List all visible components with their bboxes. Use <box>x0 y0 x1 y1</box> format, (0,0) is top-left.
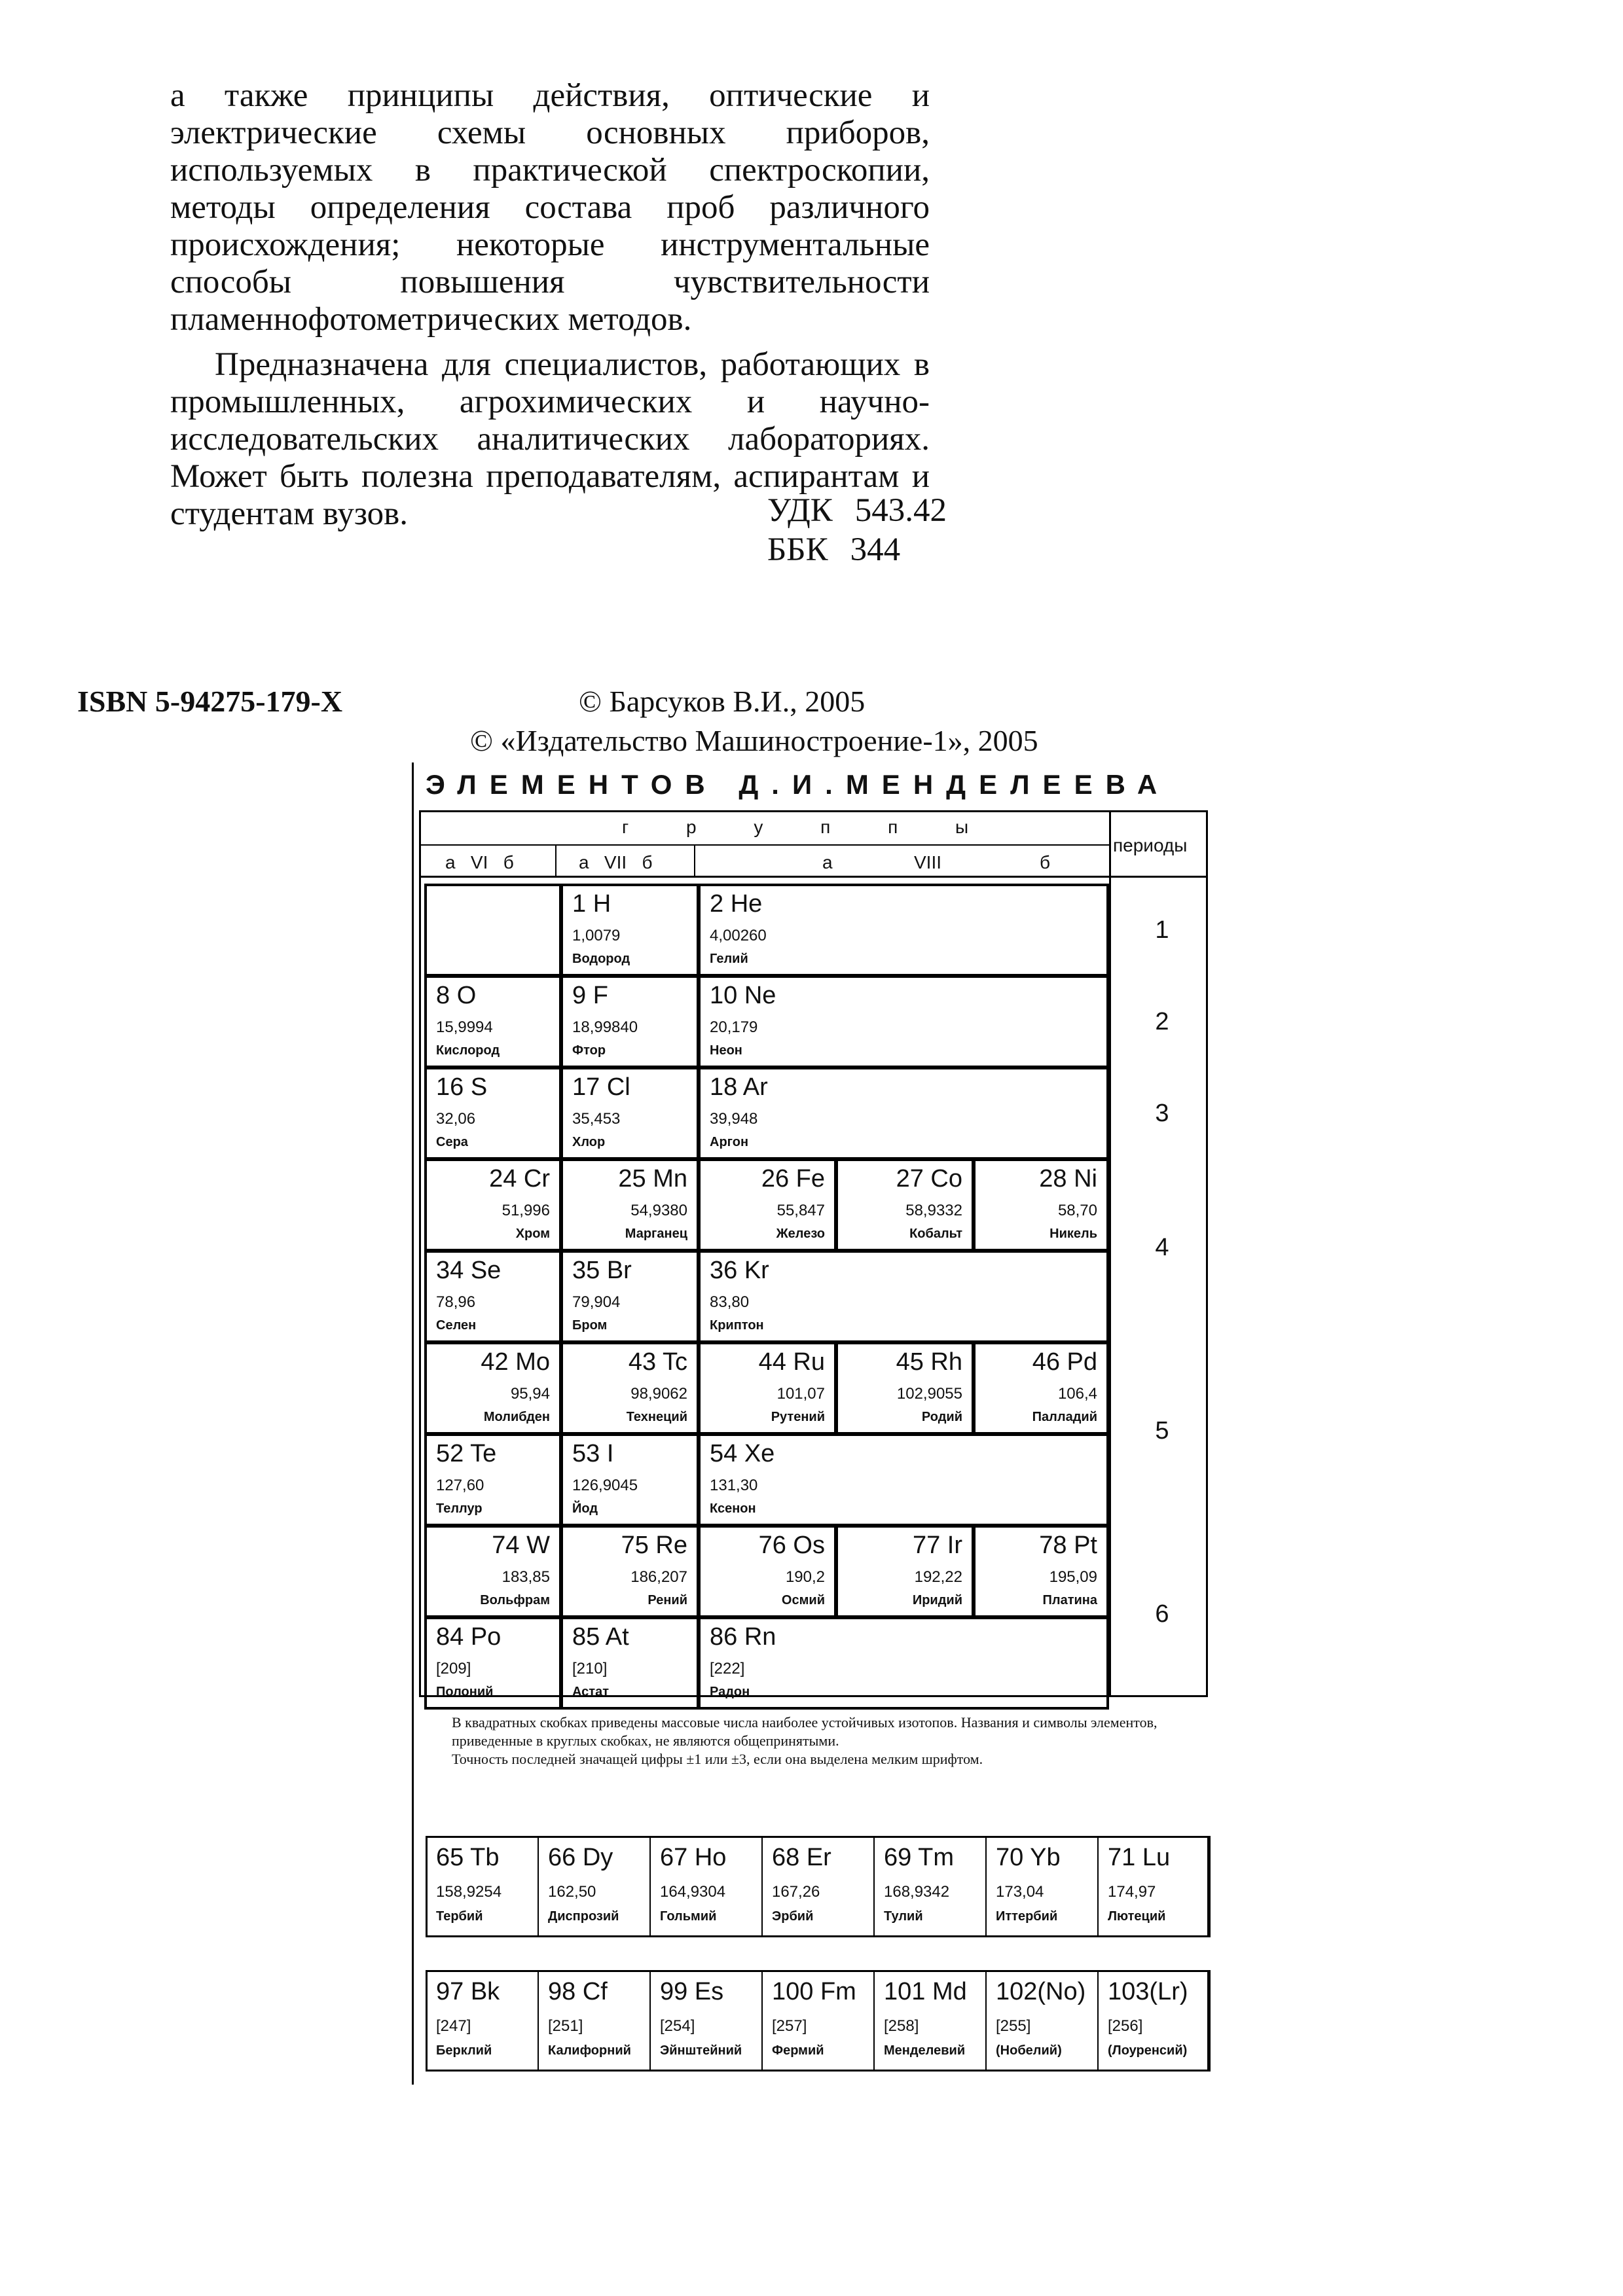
element-symbol: 85 At <box>572 1623 629 1651</box>
table-title: ЭЛЕМЕНТОВ Д.И.МЕНДЕЛЕЕВА <box>426 769 1171 800</box>
element-he <box>698 884 1109 977</box>
groups-label: г р у п п ы <box>622 817 995 837</box>
copyright-author: © Барсуков В.И., 2005 <box>579 685 866 718</box>
element-symbol: 69 Tm <box>884 1844 955 1871</box>
element-symbol: 75 Re <box>621 1532 687 1559</box>
page-fold-line <box>412 762 414 2085</box>
element-cell <box>426 1970 539 2072</box>
element-mass: [254] <box>660 2017 695 2035</box>
element-name: Палладий <box>1032 1410 1097 1424</box>
period-2: 2 <box>1155 1008 1169 1035</box>
element-mass: [255] <box>996 2017 1031 2035</box>
element-mass: 190,2 <box>785 1568 825 1586</box>
table-notes <box>452 1713 1205 1768</box>
element-cell <box>649 1836 763 1937</box>
element-name: Сера <box>436 1135 468 1149</box>
element-name: Гольмий <box>660 1909 717 1924</box>
element-name: Родий <box>921 1410 962 1424</box>
element-symbol: 78 Pt <box>1039 1532 1097 1559</box>
element-name: Водород <box>572 952 630 966</box>
element-mass: 35,453 <box>572 1110 621 1128</box>
element-mass: 83,80 <box>710 1293 750 1311</box>
element-symbol: 27 Co <box>896 1165 962 1193</box>
udk-value: 543.42 <box>854 492 947 529</box>
element-mass: 126,9045 <box>572 1477 638 1494</box>
element-symbol: 24 Cr <box>489 1165 550 1193</box>
isbn: ISBN 5-94275-179-X <box>77 685 343 718</box>
element-mass: 95,94 <box>510 1385 550 1403</box>
period-6: 6 <box>1155 1600 1169 1628</box>
element-cl <box>560 1067 699 1160</box>
element-name: Диспрозий <box>548 1909 619 1924</box>
element-mass: 173,04 <box>996 1883 1044 1901</box>
element-name: Фермий <box>772 2043 824 2058</box>
element-symbol: 43 Tc <box>628 1348 687 1376</box>
element-symbol: 28 Ni <box>1039 1165 1097 1193</box>
element-name: Лютеций <box>1108 1909 1166 1924</box>
element-mass: 32,06 <box>436 1110 476 1128</box>
element-name: Неон <box>710 1043 742 1058</box>
note-brackets: В квадратных скобках приведены массовые числа наиболее устойчивых изотопов. Названия и символы элементов, приведенные в круглых скобках, не являются общепринятыми. <box>452 1714 1158 1749</box>
element-symbol: 2 He <box>710 890 763 918</box>
element-name: Тулий <box>884 1909 923 1924</box>
element-kr <box>698 1250 1109 1343</box>
element-symbol: 1 H <box>572 890 611 918</box>
element-te <box>424 1433 562 1526</box>
element-name: Никель <box>1049 1227 1097 1241</box>
element-symbol: 35 Br <box>572 1257 632 1284</box>
element-symbol: 97 Bk <box>436 1978 500 2005</box>
element-mass: [256] <box>1108 2017 1143 2035</box>
classification-codes <box>767 491 947 569</box>
element-name: Эйнштейний <box>660 2043 742 2058</box>
element-symbol: 8 O <box>436 982 477 1009</box>
intro-paragraph-1: а также принципы действия, оптические и электрические схемы основных приборов, используемых в практической спектроскопии, методы определения состава проб различного происхождения; некоторые инструментальные способы повышения чувствительности пламеннофотометрических методов. <box>170 77 930 338</box>
element-symbol: 10 Ne <box>710 982 776 1009</box>
element-mass: 101,07 <box>776 1385 825 1403</box>
element-symbol: 67 Ho <box>660 1844 727 1871</box>
element-mass: 58,9332 <box>905 1202 962 1219</box>
element-name: Калифорний <box>548 2043 631 2058</box>
element-symbol: 102(No) <box>996 1978 1086 2005</box>
element-symbol: 9 F <box>572 982 608 1009</box>
element-symbol: 53 I <box>572 1440 614 1467</box>
header-sep-2 <box>694 844 695 877</box>
element-cell <box>761 1836 875 1937</box>
element-symbol: 100 Fm <box>772 1978 856 2005</box>
group-vii-label: а VII б <box>579 852 653 872</box>
element-mass: 195,09 <box>1049 1568 1097 1586</box>
element-rn <box>698 1617 1109 1710</box>
element-symbol: 46 Pd <box>1032 1348 1097 1376</box>
intro-paragraph-2: Предназначена для специалистов, работающих в промышленных, агрохимических и научно-исследовательских аналитических лабораториях. Может быть полезна преподавателям, аспирантам и студентам вузов. <box>170 346 930 532</box>
element-ne <box>698 975 1109 1068</box>
element-symbol: 42 Mo <box>481 1348 550 1376</box>
element-mass: 78,96 <box>436 1293 476 1311</box>
element-cell <box>649 1970 763 2072</box>
element-symbol: 44 Ru <box>758 1348 825 1376</box>
element-name: Менделевий <box>884 2043 966 2058</box>
bbk-label: ББК <box>767 531 828 568</box>
element-mass: 15,9994 <box>436 1018 493 1036</box>
element-mass: 102,9055 <box>896 1385 962 1403</box>
element-mass: 183,85 <box>501 1568 550 1586</box>
element-name: Селен <box>436 1318 477 1333</box>
udk-label: УДК <box>767 492 833 529</box>
element-h <box>560 884 699 977</box>
element-name: Кислород <box>436 1043 500 1058</box>
element-mass: 174,97 <box>1108 1883 1156 1901</box>
element-symbol: 65 Tb <box>436 1844 500 1871</box>
element-symbol: 36 Kr <box>710 1257 769 1284</box>
element-name: Криптон <box>710 1318 764 1333</box>
element-symbol: 68 Er <box>772 1844 831 1871</box>
period-3: 3 <box>1155 1100 1169 1127</box>
element-mass: 164,9304 <box>660 1883 726 1901</box>
element-mass: 54,9380 <box>630 1202 687 1219</box>
element-mass: 127,60 <box>436 1477 484 1494</box>
element-mass: 162,50 <box>548 1883 596 1901</box>
element-mass: 79,904 <box>572 1293 621 1311</box>
element-mass: [209] <box>436 1660 471 1677</box>
element-name: Астат <box>572 1685 610 1699</box>
element-name: Радон <box>710 1685 750 1699</box>
element-mass: 58,70 <box>1057 1202 1097 1219</box>
element-cell <box>538 1970 651 2072</box>
element-cr <box>424 1158 562 1251</box>
element-mn <box>560 1158 699 1251</box>
element-name: Эрбий <box>772 1909 814 1924</box>
element-symbol: 16 S <box>436 1073 488 1101</box>
element-cell <box>761 1970 875 2072</box>
header-sep-1 <box>555 844 556 877</box>
element-xe <box>698 1433 1109 1526</box>
element-ni <box>973 1158 1109 1251</box>
element-mass: 51,996 <box>501 1202 550 1219</box>
element-mass: [222] <box>710 1660 745 1677</box>
element-name: Гелий <box>710 952 748 966</box>
element-cell <box>426 1836 539 1937</box>
element-mass: 186,207 <box>630 1568 687 1586</box>
element-name: (Лоуренсий) <box>1108 2043 1188 2058</box>
element-symbol: 77 Ir <box>912 1532 962 1559</box>
element-at <box>560 1617 699 1710</box>
header-bottom-line <box>419 876 1208 878</box>
element-br <box>560 1250 699 1343</box>
element-name: Берклий <box>436 2043 492 2058</box>
element-symbol: 71 Lu <box>1108 1844 1171 1871</box>
element-mass: 39,948 <box>710 1110 758 1128</box>
element-cell <box>985 1836 1099 1937</box>
element-mass: [258] <box>884 2017 919 2035</box>
element-symbol: 26 Fe <box>761 1165 825 1193</box>
element-cell <box>1097 1970 1211 2072</box>
element-symbol: 74 W <box>492 1532 550 1559</box>
element-tc <box>560 1342 699 1435</box>
element-pt <box>973 1525 1109 1618</box>
period-1: 1 <box>1155 916 1169 944</box>
element-ru <box>698 1342 837 1435</box>
element-mass: 4,00260 <box>710 927 767 944</box>
bbk-value: 344 <box>850 531 901 568</box>
element-mass: [251] <box>548 2017 583 2035</box>
element-name: Хлор <box>572 1135 606 1149</box>
element-symbol: 52 Te <box>436 1440 497 1467</box>
element-name: Осмий <box>781 1593 825 1607</box>
element-mass: 18,99840 <box>572 1018 638 1036</box>
element-symbol: 70 Yb <box>996 1844 1061 1871</box>
element-mass: 20,179 <box>710 1018 758 1036</box>
element-pd <box>973 1342 1109 1435</box>
element-rh <box>835 1342 974 1435</box>
element-se <box>424 1250 562 1343</box>
element-cell <box>873 1836 987 1937</box>
note-precision: Точность последней значащей цифры ±1 или ±3, если она выделена мелким шрифтом. <box>452 1751 983 1767</box>
group-viii-a-label: а <box>822 852 833 872</box>
element-name: Иттербий <box>996 1909 1058 1924</box>
group-viii-b-label: б <box>1040 852 1051 872</box>
element-ar <box>698 1067 1109 1160</box>
element-name: Фтор <box>572 1043 606 1058</box>
element-mo <box>424 1342 562 1435</box>
element-co <box>835 1158 974 1251</box>
element-mass: 192,22 <box>914 1568 962 1586</box>
element-name: Железо <box>776 1227 825 1241</box>
element-name: Марганец <box>625 1227 687 1241</box>
element-mass: [247] <box>436 2017 471 2035</box>
element-name: Полоний <box>436 1685 494 1699</box>
element-po <box>424 1617 562 1710</box>
element-name: Аргон <box>710 1135 749 1149</box>
element-name: Вольфрам <box>480 1593 550 1607</box>
element-name: Тербий <box>436 1909 483 1924</box>
element-name: Молибден <box>483 1410 550 1424</box>
element-symbol: 99 Es <box>660 1978 724 2005</box>
element-name: Теллур <box>436 1501 483 1516</box>
element-cell <box>538 1836 651 1937</box>
element-mass: 167,26 <box>772 1883 820 1901</box>
element-symbol: 17 Cl <box>572 1073 630 1101</box>
element-symbol: 98 Cf <box>548 1978 608 2005</box>
element-symbol: 54 Xe <box>710 1440 775 1467</box>
element-symbol: 66 Dy <box>548 1844 613 1871</box>
group-viii-label: VIII <box>914 852 942 872</box>
element-symbol: 101 Md <box>884 1978 967 2005</box>
element-name: Технеций <box>626 1410 687 1424</box>
element-re <box>560 1525 699 1618</box>
element-symbol: 86 Rn <box>710 1623 776 1651</box>
copyright-publisher: © «Издательство Машиностроение-1», 2005 <box>470 724 1038 757</box>
element-name: Иридий <box>912 1593 962 1607</box>
element-symbol: 18 Ar <box>710 1073 768 1101</box>
element-symbol: 84 Po <box>436 1623 501 1651</box>
element-o <box>424 975 562 1068</box>
element-cell <box>985 1970 1099 2072</box>
element-cell <box>873 1970 987 2072</box>
element-symbol: 76 Os <box>758 1532 825 1559</box>
element-cell <box>1097 1836 1211 1937</box>
element-name: Рутений <box>771 1410 825 1424</box>
periods-column-line <box>1109 810 1111 1697</box>
element-name: Йод <box>572 1501 598 1516</box>
element-name: Бром <box>572 1318 608 1333</box>
element-s <box>424 1067 562 1160</box>
element-mass: 168,9342 <box>884 1883 950 1901</box>
element-symbol: 45 Rh <box>896 1348 962 1376</box>
element-mass: 158,9254 <box>436 1883 502 1901</box>
element-os <box>698 1525 837 1618</box>
element-ir <box>835 1525 974 1618</box>
element-symbol: 25 Mn <box>618 1165 687 1193</box>
header-divider <box>419 844 1110 846</box>
element-f <box>560 975 699 1068</box>
element-i <box>560 1433 699 1526</box>
element-mass: [210] <box>572 1660 608 1677</box>
group-vi-label: а VI б <box>445 852 514 872</box>
period-4: 4 <box>1155 1234 1169 1261</box>
intro-text <box>170 77 930 533</box>
element-mass: 106,4 <box>1057 1385 1097 1403</box>
period-5: 5 <box>1155 1417 1169 1444</box>
empty-cell <box>424 884 562 977</box>
element-mass: 1,0079 <box>572 927 621 944</box>
periods-label: периоды <box>1113 835 1188 855</box>
element-mass: 55,847 <box>776 1202 825 1219</box>
element-fe <box>698 1158 837 1251</box>
element-w <box>424 1525 562 1618</box>
element-name: Рений <box>647 1593 687 1607</box>
element-name: Хром <box>515 1227 550 1241</box>
element-name: Ксенон <box>710 1501 756 1516</box>
element-symbol: 34 Se <box>436 1257 501 1284</box>
element-mass: 131,30 <box>710 1477 758 1494</box>
element-mass: 98,9062 <box>630 1385 687 1403</box>
element-name: Платина <box>1042 1593 1097 1607</box>
element-name: Кобальт <box>909 1227 962 1241</box>
element-name: (Нобелий) <box>996 2043 1062 2058</box>
element-symbol: 103(Lr) <box>1108 1978 1188 2005</box>
element-mass: [257] <box>772 2017 807 2035</box>
